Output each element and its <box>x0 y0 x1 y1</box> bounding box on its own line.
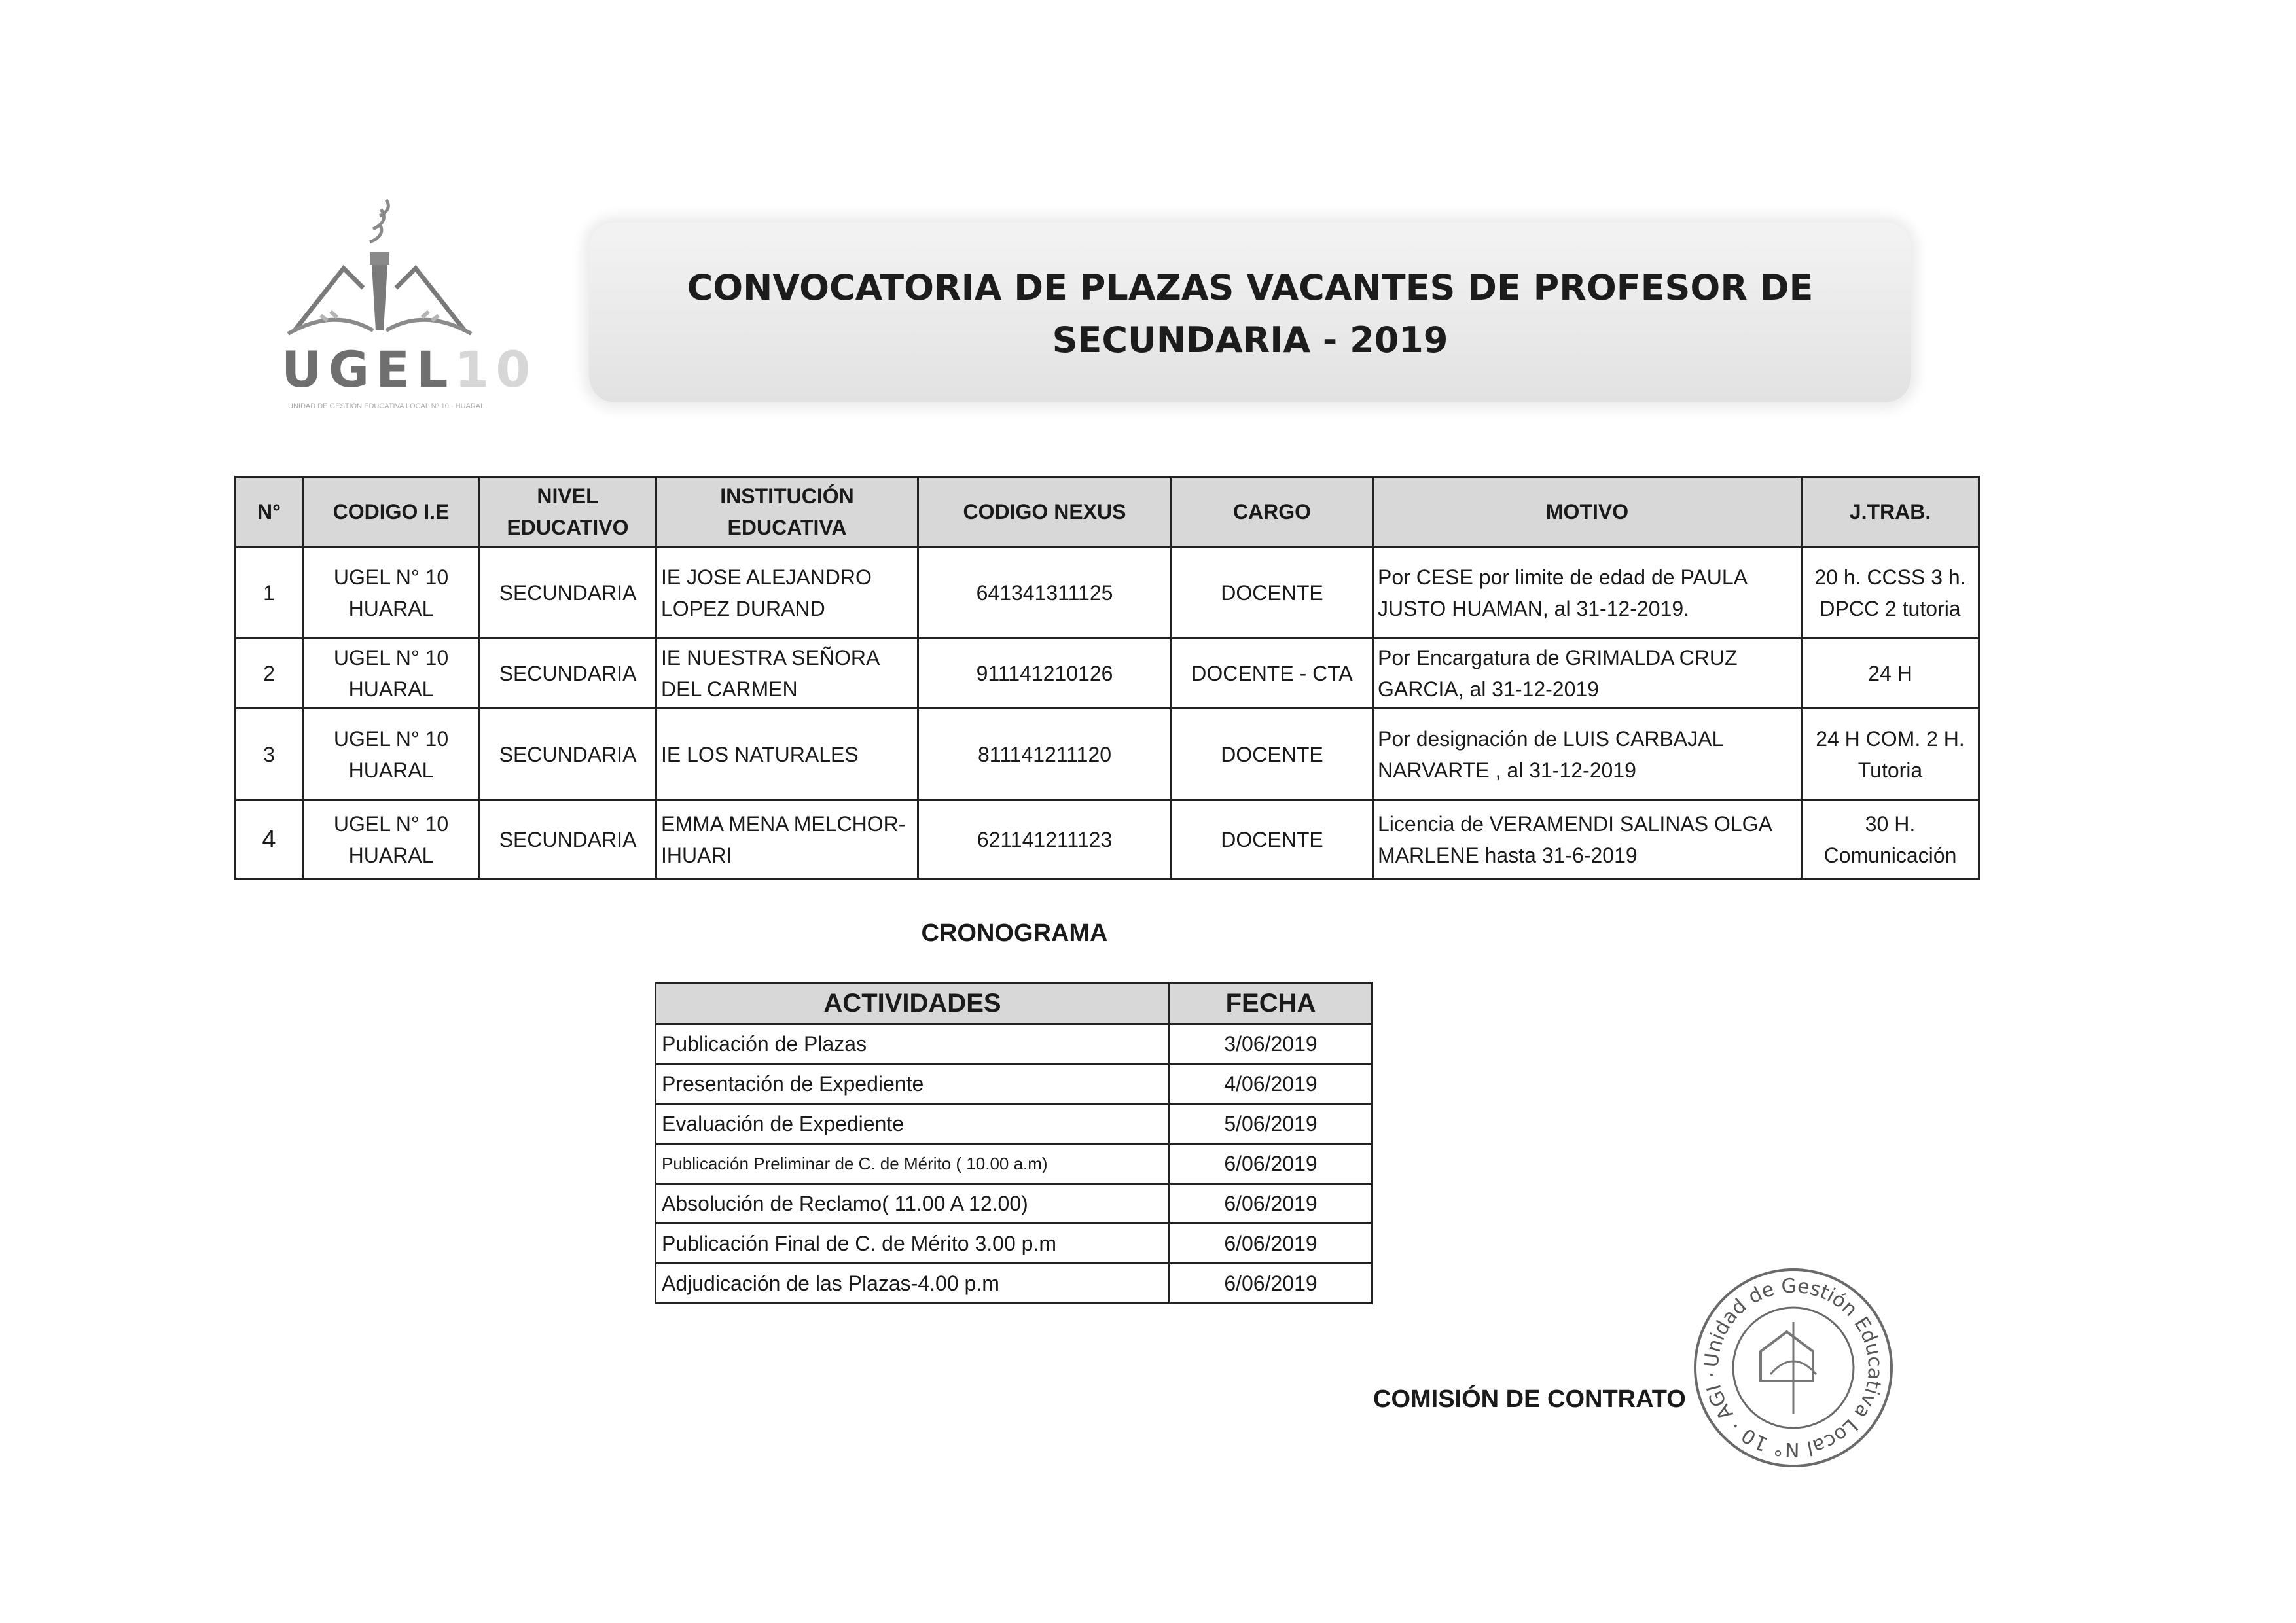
cell-codigo-ie: UGEL N° 10 HUARAL <box>303 709 480 800</box>
table-row <box>236 547 1979 639</box>
cell-actividad: Publicación Final de C. de Mérito 3.00 p.m <box>656 1224 1170 1264</box>
cell-institucion: EMMA MENA MELCHOR- IHUARI <box>656 800 918 879</box>
cell-actividad: Publicación de Plazas <box>656 1024 1170 1064</box>
table-row <box>656 1224 1372 1264</box>
cell-jtrab: 30 H. Comunicación <box>1802 800 1979 879</box>
cell-actividad: Publicación Preliminar de C. de Mérito ( 10.00 a.m) <box>656 1144 1170 1184</box>
cell-fecha: 6/06/2019 <box>1170 1144 1372 1184</box>
vacancies-table <box>234 476 1980 880</box>
cell-actividad: Absolución de Reclamo( 11.00 A 12.00) <box>656 1184 1170 1224</box>
table-row <box>656 1104 1372 1144</box>
cell-motivo: Por Encargatura de GRIMALDA CRUZ GARCIA, al 31-12-2019 <box>1373 639 1802 709</box>
cell-nexus: 911141210126 <box>918 639 1172 709</box>
col-header-cargo: CARGO <box>1172 477 1373 547</box>
logo-wordmark: UGEL10 <box>281 340 537 399</box>
table-row <box>656 1024 1372 1064</box>
logo-tagline: UNIDAD DE GESTIÓN EDUCATIVA LOCAL Nº 10 · HUARAL <box>288 402 485 410</box>
cell-cargo: DOCENTE <box>1172 547 1373 639</box>
official-seal <box>1689 1260 1898 1476</box>
cell-n: 3 <box>236 709 303 800</box>
cell-fecha: 3/06/2019 <box>1170 1024 1372 1064</box>
cell-actividad: Evaluación de Expediente <box>656 1104 1170 1144</box>
cell-institucion: IE JOSE ALEJANDRO LOPEZ DURAND <box>656 547 918 639</box>
cell-nivel: SECUNDARIA <box>480 547 656 639</box>
cell-nivel: SECUNDARIA <box>480 709 656 800</box>
cell-nexus: 641341311125 <box>918 547 1172 639</box>
cell-fecha: 6/06/2019 <box>1170 1224 1372 1264</box>
cell-n: 2 <box>236 639 303 709</box>
cell-cargo: DOCENTE <box>1172 709 1373 800</box>
cell-jtrab: 24 H <box>1802 639 1979 709</box>
seal-stamp-icon <box>1689 1260 1898 1476</box>
cell-institucion: IE LOS NATURALES <box>656 709 918 800</box>
comision-label: COMISIÓN DE CONTRATO <box>1373 1385 1686 1413</box>
col-header-n: N° <box>236 477 303 547</box>
cell-jtrab: 24 H COM. 2 H. Tutoria <box>1802 709 1979 800</box>
table-row <box>236 800 1979 879</box>
cell-cargo: DOCENTE - CTA <box>1172 639 1373 709</box>
table-row <box>656 1184 1372 1224</box>
cell-motivo: Por CESE por limite de edad de PAULA JUSTO HUAMAN, al 31-12-2019. <box>1373 547 1802 639</box>
cell-fecha: 6/06/2019 <box>1170 1264 1372 1304</box>
cronograma-table <box>655 982 1373 1304</box>
page-title-line-1: CONVOCATORIA DE PLAZAS VACANTES DE PROFESOR DE <box>687 267 1814 308</box>
ugel-logo <box>281 190 537 412</box>
cell-fecha: 4/06/2019 <box>1170 1064 1372 1104</box>
cell-nivel: SECUNDARIA <box>480 800 656 879</box>
col-header-jtrab: J.TRAB. <box>1802 477 1979 547</box>
table-row <box>656 1064 1372 1104</box>
cell-jtrab: 20 h. CCSS 3 h. DPCC 2 tutoria <box>1802 547 1979 639</box>
col-header-nivel: NIVEL EDUCATIVO <box>480 477 656 547</box>
cell-fecha: 6/06/2019 <box>1170 1184 1372 1224</box>
cell-cargo: DOCENTE <box>1172 800 1373 879</box>
table-row <box>236 639 1979 709</box>
cell-codigo-ie: UGEL N° 10 HUARAL <box>303 639 480 709</box>
cell-nexus: 621141211123 <box>918 800 1172 879</box>
title-banner <box>589 223 1911 402</box>
table-row <box>656 1144 1372 1184</box>
page-title-line-2: SECUNDARIA - 2019 <box>1052 319 1448 361</box>
cell-motivo: Licencia de VERAMENDI SALINAS OLGA MARLENE hasta 31-6-2019 <box>1373 800 1802 879</box>
cell-actividad: Presentación de Expediente <box>656 1064 1170 1104</box>
col-header-motivo: MOTIVO <box>1373 477 1802 547</box>
seal-ring-text: Unidad de Gestión Educativa Local N° 10 · AGI · <box>1700 1274 1887 1461</box>
table-header-row <box>236 477 1979 547</box>
col-header-institucion: INSTITUCIÓN EDUCATIVA <box>656 477 918 547</box>
col-header-actividades: ACTIVIDADES <box>656 983 1170 1024</box>
torch-book-icon <box>281 190 504 340</box>
cell-codigo-ie: UGEL N° 10 HUARAL <box>303 547 480 639</box>
table-row <box>236 709 1979 800</box>
cell-institucion: IE NUESTRA SEÑORA DEL CARMEN <box>656 639 918 709</box>
col-header-codigo-ie: CODIGO I.E <box>303 477 480 547</box>
col-header-nexus: CODIGO NEXUS <box>918 477 1172 547</box>
table-header-row <box>656 983 1372 1024</box>
table-row <box>656 1264 1372 1304</box>
cell-n: 4 <box>236 800 303 879</box>
cell-actividad: Adjudicación de las Plazas-4.00 p.m <box>656 1264 1170 1304</box>
cell-nexus: 811141211120 <box>918 709 1172 800</box>
cell-fecha: 5/06/2019 <box>1170 1104 1372 1144</box>
cell-codigo-ie: UGEL N° 10 HUARAL <box>303 800 480 879</box>
col-header-fecha: FECHA <box>1170 983 1372 1024</box>
cronograma-title: CRONOGRAMA <box>921 919 1108 947</box>
cell-motivo: Por designación de LUIS CARBAJAL NARVARTE , al 31-12-2019 <box>1373 709 1802 800</box>
cell-nivel: SECUNDARIA <box>480 639 656 709</box>
cell-n: 1 <box>236 547 303 639</box>
